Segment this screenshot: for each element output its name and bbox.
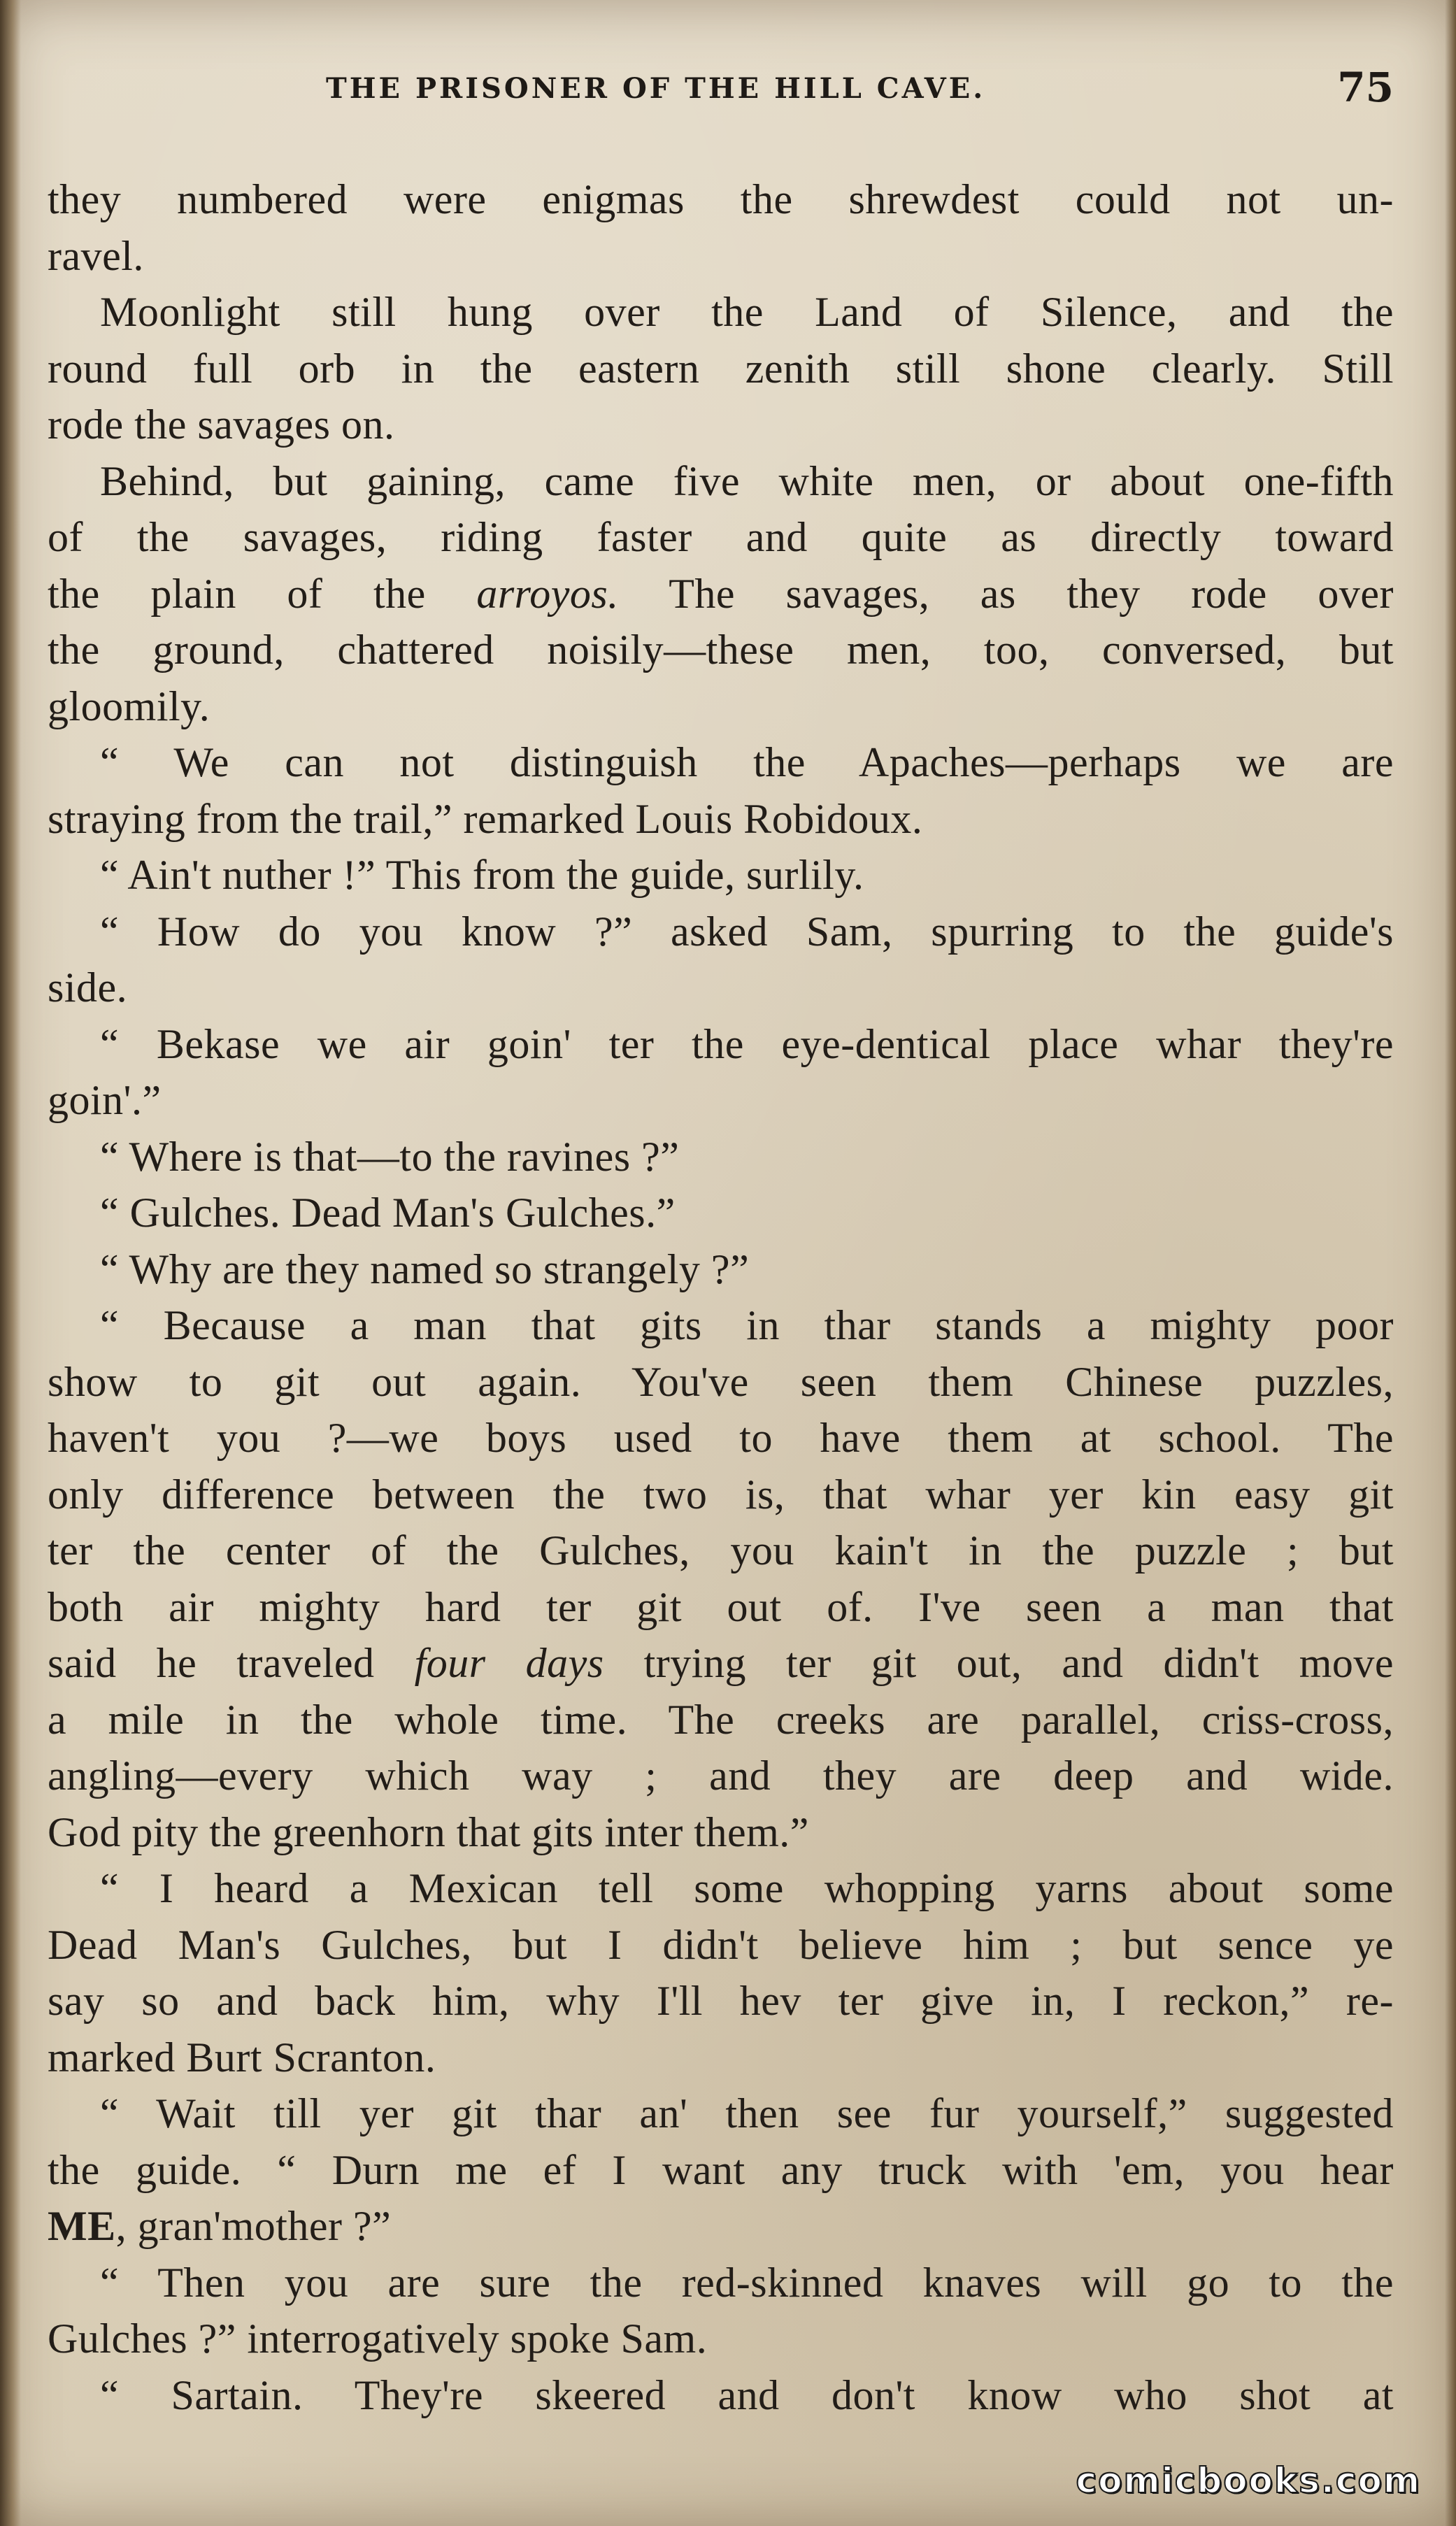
text-line: ter the center of the Gulches, you kain't in the puzzle ; but bbox=[48, 1527, 1394, 1574]
text-line-italic: said he traveled four days trying ter git out, and didn't move bbox=[48, 1640, 1394, 1686]
text-line: they numbered were enigmas the shrewdest could not un- bbox=[48, 176, 1394, 222]
text-line: the plain of the arroyos. The savages, as they rode over bbox=[48, 570, 1394, 617]
text-line: only difference between the two is, that whar yer kin easy git bbox=[48, 1471, 1394, 1518]
styled-phrase: ME bbox=[48, 2203, 116, 2249]
text-line: “ How do you know ?” asked Sam, spurring to the guide's bbox=[100, 908, 1394, 955]
page-number: 75 bbox=[1337, 64, 1394, 111]
text-line: angling—every which way ; and they are deep and wide. bbox=[48, 1753, 1394, 1799]
watermark-logo: comicbooks.com bbox=[1076, 2460, 1421, 2501]
text-line: round full orb in the eastern zenith still shone clearly. Still bbox=[48, 345, 1394, 392]
text-line: Behind, but gaining, came five white men, or about one-fifth bbox=[100, 457, 1394, 504]
styled-phrase: arroyos. bbox=[476, 570, 619, 617]
text-line: haven't you ?—we boys used to have them at school. The bbox=[48, 1415, 1394, 1461]
text-line: “ We can not distinguish the Apaches—perhaps we are bbox=[100, 739, 1394, 785]
text-line: say so and back him, why I'll hev ter give in, I reckon,” re- bbox=[48, 1978, 1394, 2024]
text-line: “ Bekase we air goin' ter the eye-dentical place whar they're bbox=[100, 1020, 1394, 1067]
text-line: show to git out again. You've seen them Chinese puzzles, bbox=[48, 1358, 1394, 1405]
text-line: side. bbox=[48, 964, 128, 1011]
text-line: both air mighty hard ter git out of. I've seen a man that bbox=[48, 1583, 1394, 1630]
page-right-edge bbox=[1445, 0, 1456, 2526]
text-line: “ Where is that—to the ravines ?” bbox=[100, 1133, 680, 1180]
text-line: marked Burt Scranton. bbox=[48, 2034, 436, 2081]
text-line: Gulches ?” interrogatively spoke Sam. bbox=[48, 2316, 708, 2362]
text-line: “ Because a man that gits in thar stands a mighty poor bbox=[100, 1302, 1394, 1348]
text-line: the guide. “ Durn me ef I want any truck with 'em, you hear bbox=[48, 2146, 1394, 2193]
styled-phrase: four days bbox=[414, 1640, 604, 1686]
text-line: straying from the trail,” remarked Louis Robidoux. bbox=[48, 795, 923, 842]
page-left-edge bbox=[0, 0, 21, 2526]
text-line: “ I heard a Mexican tell some whopping yarns about some bbox=[100, 1865, 1394, 1911]
text-line: the ground, chattered noisily—these men, too, conversed, but bbox=[48, 627, 1394, 673]
text-line: “ Why are they named so strangely ?” bbox=[100, 1246, 750, 1292]
text-line: God pity the greenhorn that gits inter them.” bbox=[48, 1808, 809, 1855]
text-line: a mile in the whole time. The creeks are parallel, criss-cross, bbox=[48, 1696, 1394, 1743]
text-line: gloomily. bbox=[48, 683, 210, 729]
text-line: of the savages, riding faster and quite as directly toward bbox=[48, 514, 1394, 560]
text-line: Moonlight still hung over the Land of Silence, and the bbox=[100, 289, 1394, 335]
text-line: “ Sartain. They're skeered and don't know who shot at bbox=[100, 2371, 1394, 2418]
text-line-smallcaps: ME, gran'mother ?” bbox=[48, 2203, 392, 2249]
text-line: “ Wait till yer git thar an' then see fur yourself,” suggested bbox=[100, 2090, 1394, 2136]
text-line: “ Gulches. Dead Man's Gulches.” bbox=[100, 1190, 676, 1236]
text-line: rode the savages on. bbox=[48, 401, 395, 448]
text-line: Dead Man's Gulches, but I didn't believe him ; but sence ye bbox=[48, 1921, 1394, 1968]
text-line: ravel. bbox=[48, 232, 144, 279]
page-header bbox=[48, 66, 1394, 122]
running-head: THE PRISONER OF THE HILL CAVE. bbox=[326, 72, 986, 105]
text-line: goin'.” bbox=[48, 1077, 162, 1123]
body-text bbox=[48, 171, 1394, 2423]
text-line: “ Then you are sure the red-skinned knaves will go to the bbox=[100, 2259, 1394, 2306]
text-line: “ Ain't nuther !” This from the guide, surlily. bbox=[100, 852, 864, 898]
